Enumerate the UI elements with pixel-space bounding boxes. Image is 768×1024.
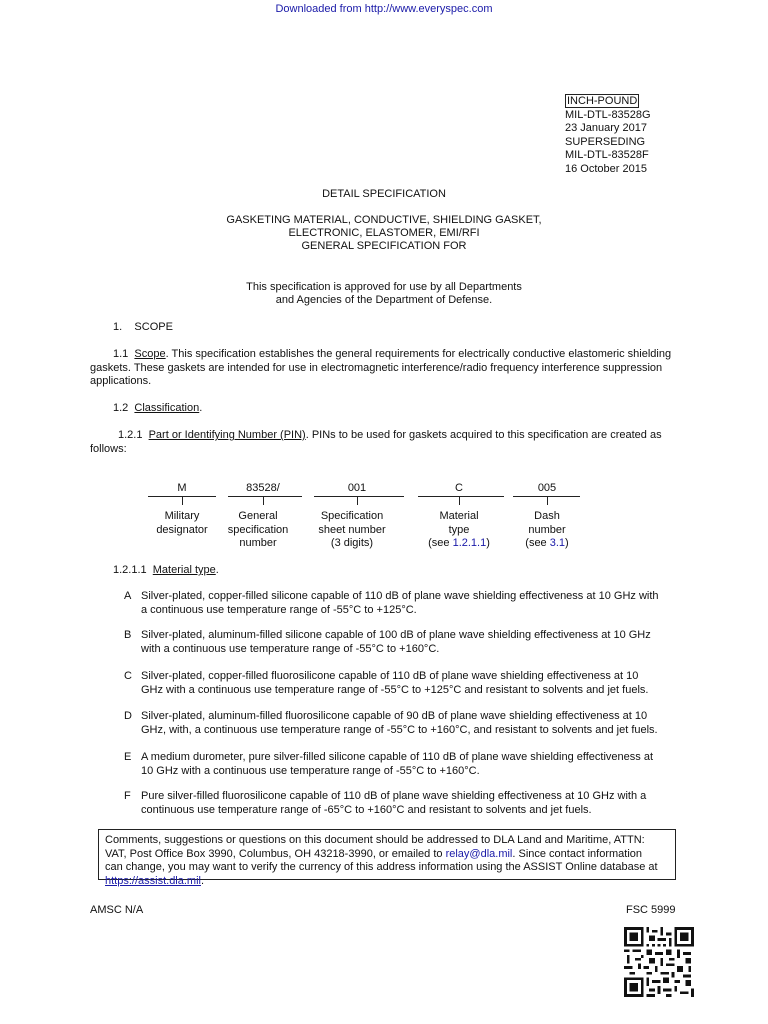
material-item-letter: A <box>124 590 132 602</box>
spec-number: MIL-DTL-83528G <box>565 108 651 121</box>
superseding-label: SUPERSEDING <box>565 135 646 148</box>
comments-notice-box <box>98 829 676 887</box>
material-item-letter: E <box>124 751 132 763</box>
material-item-text: Silver-plated, aluminum-filled silicone capable of 100 dB of plane wave shielding effectiveness at 10 GHz with a continuous use temperature range of -55°C to +160°C. <box>141 629 651 655</box>
notice-line-3: can change, you may want to verify the currency of this address information using the ASSIST Online database at <box>105 861 658 873</box>
amsc-label: AMSC N/A <box>90 904 144 916</box>
material-item-text: Pure silver-filled fluorosilicone capable of 110 dB of plane wave shielding effectiveness at 10 GHz with a continuous use temperature range of -65°C to +160°C and resistant to solvents and jet fuels. <box>141 790 647 816</box>
paragraph-1-2-1 <box>90 429 685 456</box>
superseded-spec-date: 16 October 2015 <box>565 162 647 175</box>
title-line-3: GENERAL SPECIFICATION FOR <box>301 240 467 252</box>
pin-connector-line <box>418 496 504 497</box>
pin-value-military: M <box>177 482 187 494</box>
paragraph-title: Material type <box>152 564 216 576</box>
paragraph-end: . <box>199 402 203 414</box>
approval-line-2: and Agencies of the Department of Defense. <box>275 294 493 306</box>
ref-link-3-1[interactable]: 3.1 <box>549 537 566 549</box>
pin-desc-dash: Dash number (see 3.1) <box>525 510 569 549</box>
pin-value-sheet: 001 <box>347 482 367 494</box>
pin-value-material: C <box>455 482 463 494</box>
title-line-1: GASKETING MATERIAL, CONDUCTIVE, SHIELDING GASKET, <box>226 214 542 226</box>
download-link[interactable]: Downloaded from http://www.everyspec.com <box>275 3 493 15</box>
document-id-block <box>565 94 651 176</box>
paragraph-1-2-1-1 <box>113 564 219 578</box>
paragraph-1-1 <box>90 348 685 389</box>
spec-date: 23 January 2017 <box>565 122 647 134</box>
pin-tick <box>459 496 460 505</box>
paragraph-number: 1.1 <box>113 348 129 360</box>
pin-tick <box>357 496 358 505</box>
qr-code-icon <box>624 927 694 997</box>
pin-value-general: 83528/ <box>246 482 280 494</box>
paragraph-1-2 <box>113 402 202 416</box>
paragraph-text: . This specification establishes the general requirements for electrically conductive elastomeric shielding gaskets. These gaskets are intended for use in electromagnetic interference/radio frequency interference suppression applications. <box>90 348 672 387</box>
spec-type-heading: DETAIL SPECIFICATION <box>322 188 446 200</box>
section-scope-heading <box>113 321 173 335</box>
assist-link[interactable]: https://assist.dla.mil <box>105 874 201 887</box>
fsc-label: FSC 5999 <box>626 904 676 916</box>
pin-desc-sheet: Specification sheet number (3 digits) <box>318 510 386 549</box>
material-item-letter: B <box>124 629 132 641</box>
paragraph-end: . <box>215 564 219 576</box>
material-item-letter: F <box>124 790 131 802</box>
pin-tick <box>263 496 264 505</box>
pin-desc-general: General specification number <box>227 510 289 549</box>
superseded-spec-number: MIL-DTL-83528F <box>565 149 649 161</box>
paragraph-number: 1.2 <box>113 402 129 414</box>
material-item-text: A medium durometer, pure silver-filled silicone capable of 110 dB of plane wave shielding effectiveness at 10 GHz with a continuous use temperature range of -55°C to +160°C. <box>141 751 653 777</box>
title-line-2: ELECTRONIC, ELASTOMER, EMI/RFI <box>288 227 480 239</box>
notice-line-4: https://assist.dla.mil. <box>105 874 205 887</box>
pin-connector-line <box>314 496 404 497</box>
pin-tick <box>547 496 548 505</box>
paragraph-number: 1.2.1 <box>118 429 143 441</box>
section-number: 1. <box>113 321 123 333</box>
material-item-text: Silver-plated, aluminum-filled fluorosilicone capable of 90 dB of plane wave shielding effectiveness at 10 GHz, with, a continuous use temperature range of -55°C to +160°C, and resistant to solvents and jet fuels. <box>141 710 658 736</box>
notice-line-2: VAT, Post Office Box 3990, Columbus, OH 43218-3990, or emailed to relay@dla.mil. Since contact information <box>105 847 642 860</box>
ref-link-1-2-1-1[interactable]: 1.2.1.1 <box>452 537 487 549</box>
material-item-letter: D <box>124 710 132 722</box>
section-title: SCOPE <box>134 321 173 333</box>
pin-desc-military: Military designator <box>156 510 208 536</box>
inch-pound-label: INCH-POUND <box>567 95 638 107</box>
material-item-letter: C <box>124 670 132 682</box>
pin-desc-material: Material type (see 1.2.1.1) <box>428 510 490 549</box>
pin-tick <box>182 496 183 505</box>
notice-line-1: Comments, suggestions or questions on this document should be addressed to DLA Land and Maritime, ATTN: <box>105 834 645 846</box>
material-item-text: Silver-plated, copper-filled fluorosilicone capable of 110 dB of plane wave shielding effectiveness at 10 GHz with a continuous use temperature range of -55°C to +125°C and resistant to solvents and jet fuels. <box>141 670 649 696</box>
pin-connector-line <box>228 496 302 497</box>
pin-value-dash: 005 <box>537 482 557 494</box>
paragraph-title: Part or Identifying Number (PIN) <box>148 429 306 441</box>
paragraph-text: . PINs to be used for gaskets acquired to this specification are created as follows: <box>90 429 662 455</box>
paragraph-title: Scope <box>134 348 166 360</box>
email-link[interactable]: relay@dla.mil <box>445 847 513 860</box>
material-item-text: Silver-plated, copper-filled silicone capable of 110 dB of plane wave shielding effectiveness at 10 GHz with a continuous use temperature range of -55°C to +125°C. <box>141 590 659 616</box>
paragraph-title: Classification <box>134 402 200 414</box>
approval-line-1: This specification is approved for use by all Departments <box>246 281 522 293</box>
paragraph-number: 1.2.1.1 <box>113 564 147 576</box>
